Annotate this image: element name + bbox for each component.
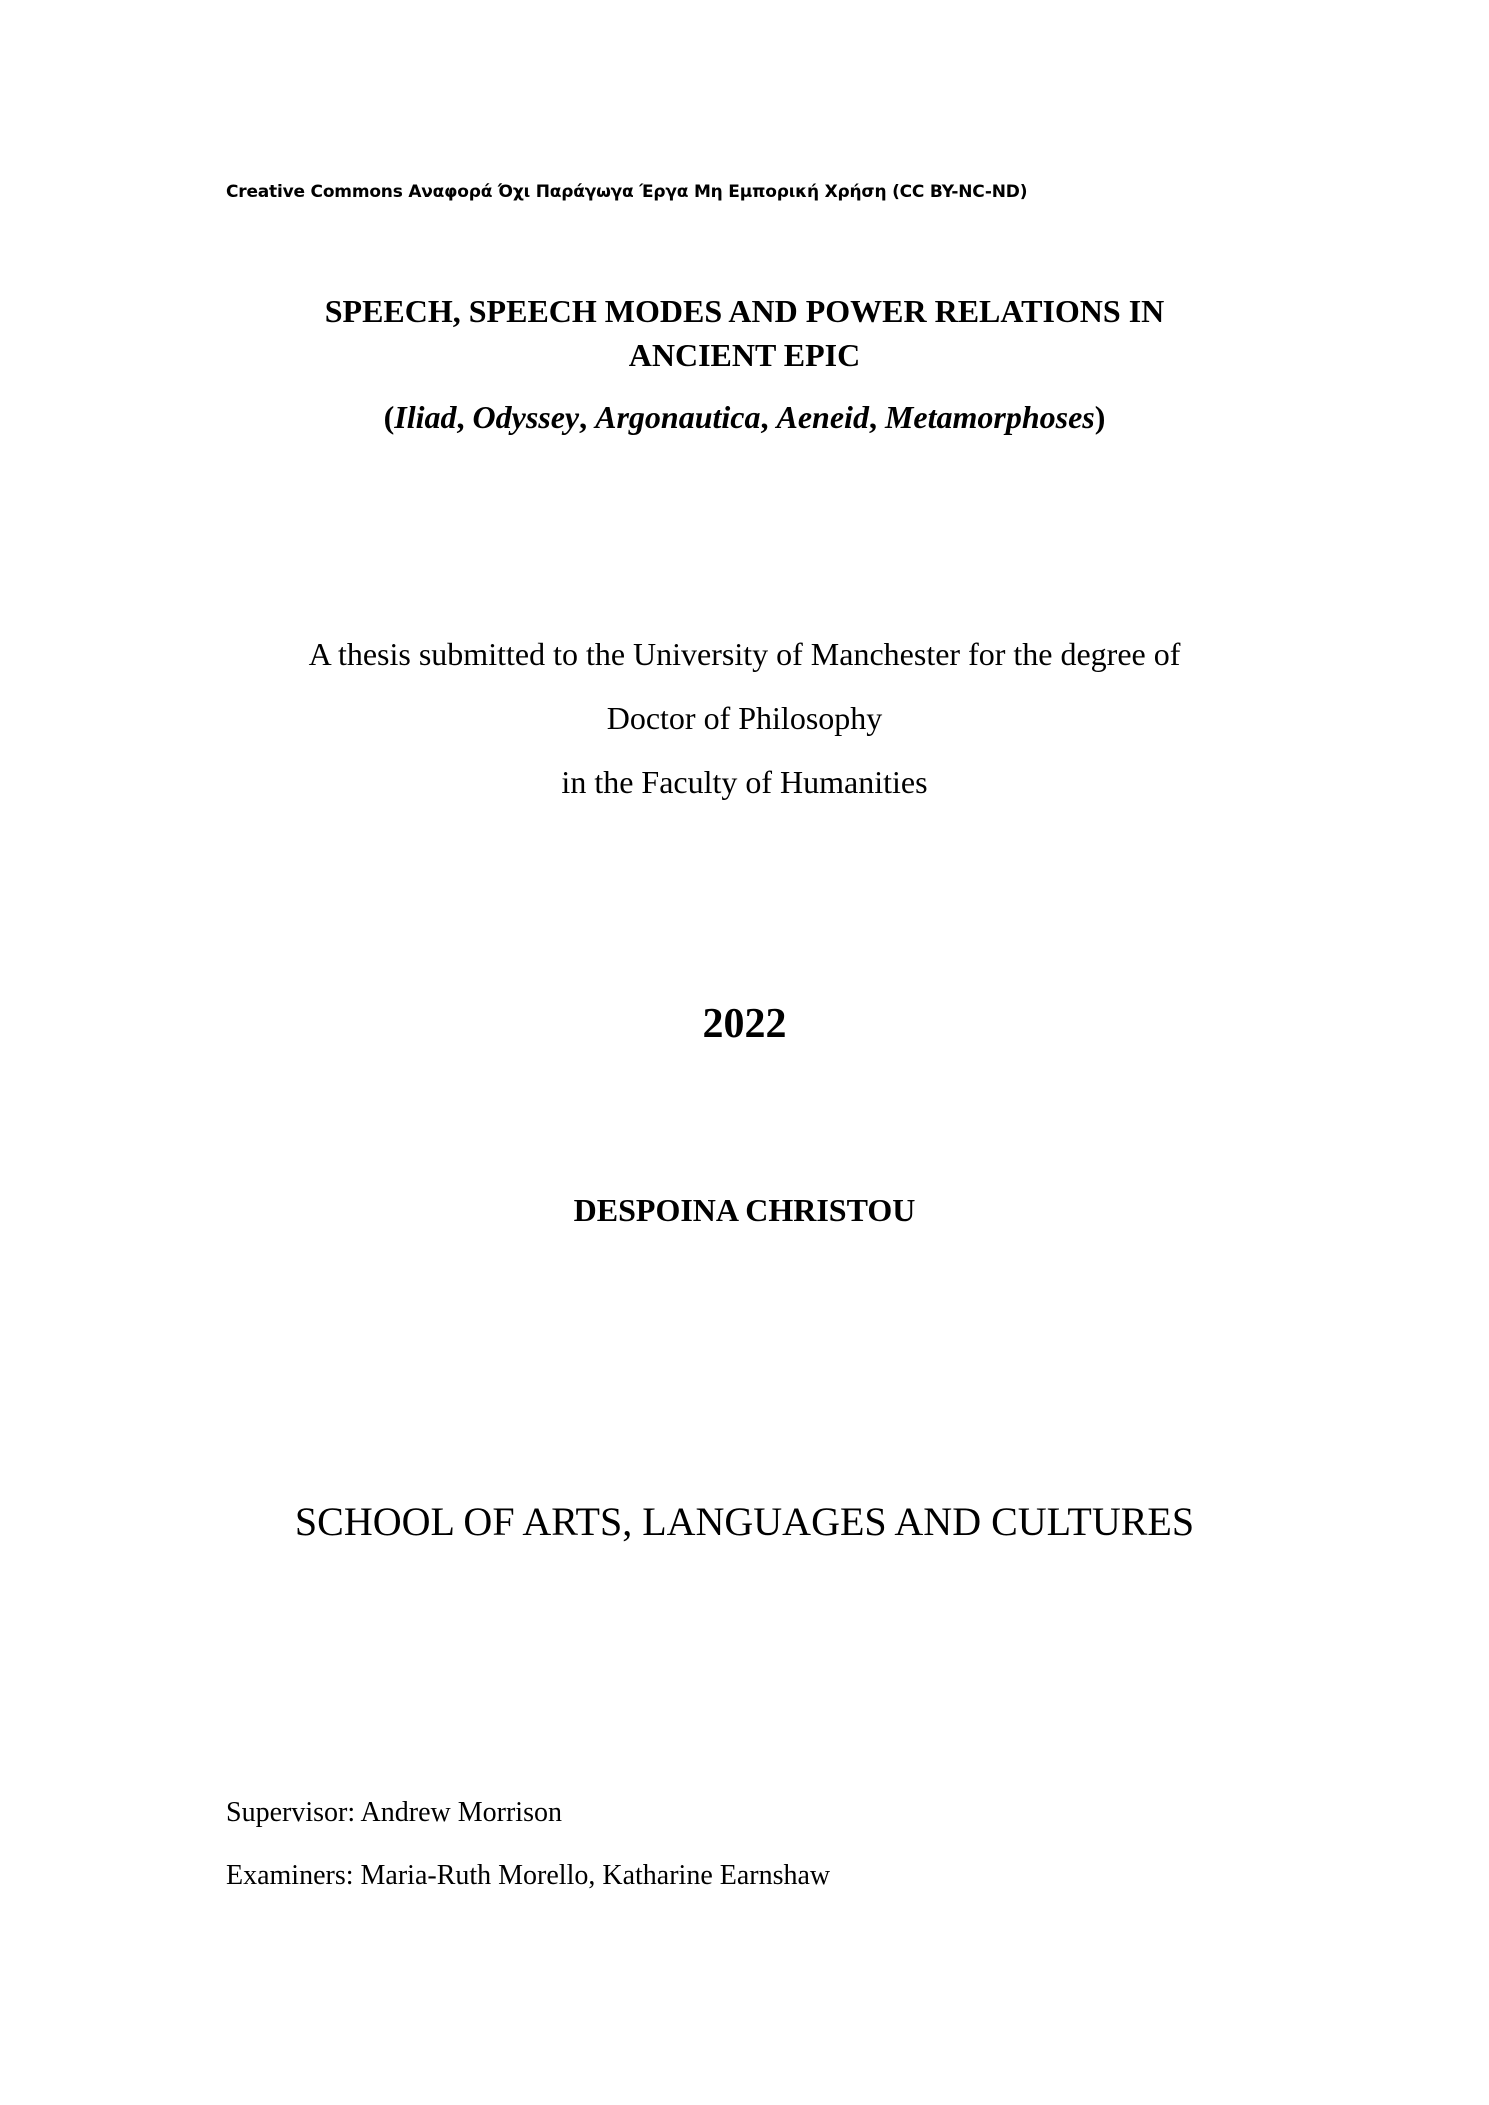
thesis-degree: Doctor of Philosophy xyxy=(606,700,883,736)
subtitle-separator: , xyxy=(456,399,473,435)
work-metamorphoses: Metamorphoses xyxy=(884,399,1095,435)
thesis-subtitle xyxy=(0,395,1489,439)
work-aeneid: Aeneid xyxy=(776,399,869,435)
subtitle-close-paren: ) xyxy=(1094,399,1106,435)
submission-year: 2022 xyxy=(702,1001,787,1047)
supervisor-line: Supervisor: Andrew Morrison xyxy=(226,1797,562,1828)
subtitle-separator: , xyxy=(579,399,596,435)
thesis-faculty: in the Faculty of Humanities xyxy=(561,764,928,800)
subtitle-separator: , xyxy=(760,399,777,435)
school-name: SCHOOL OF ARTS, LANGUAGES AND CULTURES xyxy=(294,1499,1195,1544)
thesis-title-line-2: ANCIENT EPIC xyxy=(628,337,861,373)
thesis-title-line-1: SPEECH, SPEECH MODES AND POWER RELATIONS IN xyxy=(324,293,1165,329)
work-argonautica: Argonautica xyxy=(595,399,761,435)
subtitle-open-paren: ( xyxy=(383,399,395,435)
subtitle-separator: , xyxy=(868,399,885,435)
thesis-title xyxy=(0,289,1489,377)
thesis-statement-line-1: A thesis submitted to the University of Manchester for the degree of xyxy=(308,636,1181,672)
work-iliad: Iliad xyxy=(394,399,457,435)
author-name: DESPOINA CHRISTOU xyxy=(573,1192,916,1228)
work-odyssey: Odyssey xyxy=(472,399,580,435)
license-notice: Creative Commons Αναφορά Όχι Παράγωγα Έργα Μη Εμπορική Χρήση (CC BY-NC-ND) xyxy=(226,182,1028,202)
examiners-line: Examiners: Maria-Ruth Morello, Katharine Earnshaw xyxy=(226,1860,831,1891)
